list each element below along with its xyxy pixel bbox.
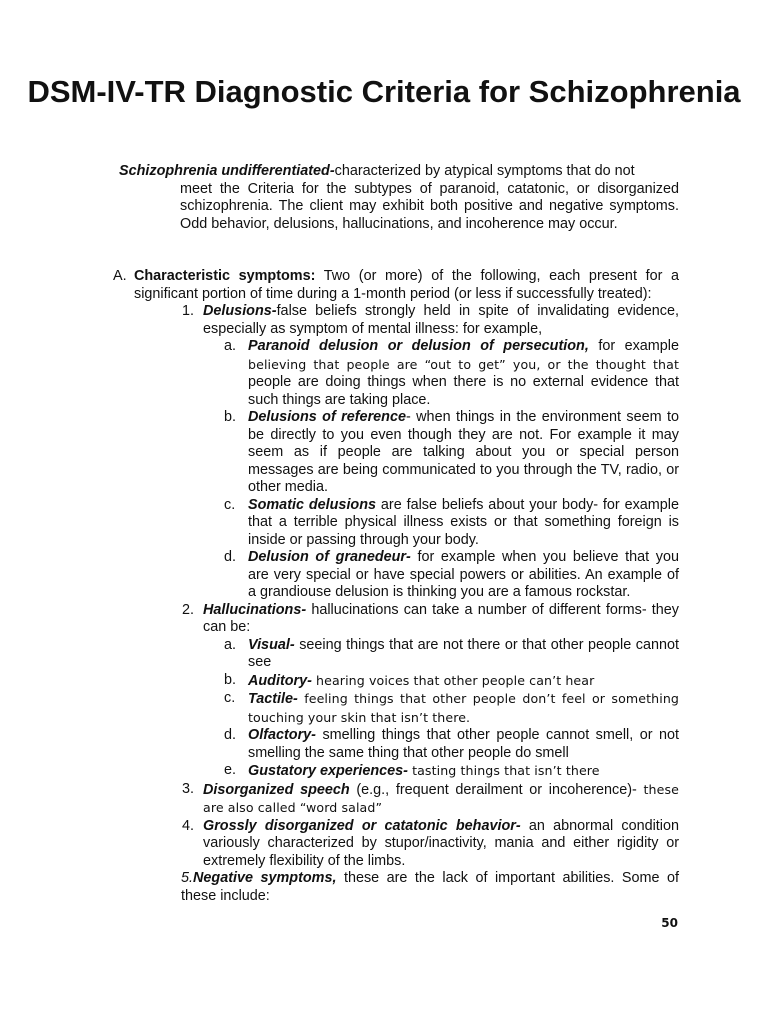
sub-item-auditory [224, 671, 679, 691]
sub-text: - when things in the environment seem to be directly to you even though they are not. For example it may seem as if people are talking about you or special person messages are being communicated to you through the TV, radio, or other media. [248, 409, 679, 495]
intro-text-rest: meet the Criteria for the subtypes of paranoid, catatonic, or disorganized schizophrenia. The client may exhibit both positive and negative symptoms. Odd behavior, delusions, hallucinations, and incoherence may occur. [180, 180, 679, 232]
sub-text: for example [588, 338, 679, 354]
intro-paragraph [119, 163, 679, 233]
sub-text-2: people are doing things when there is no external evidence that such things are taking place. [248, 374, 679, 408]
intro-term: Schizophrenia undifferentiated- [119, 163, 335, 179]
sub-text: smelling things that other people cannot smell, or not smelling the same thing that other people do smell [248, 727, 679, 761]
sub-item-gustatory [224, 762, 679, 781]
section-a-text: Two (or more) of the following, each present for a significant portion of time during a 1-month period (or less if successfully treated): [134, 268, 679, 302]
sub-term: Paranoid delusion or delusion of persecution, [248, 338, 589, 354]
item-text: hallucinations can take a number of different forms- they can be: [203, 601, 679, 635]
list-item-delusions [182, 303, 679, 602]
sub-term: Gustatory experiences- [248, 763, 408, 779]
list-marker: 4. [182, 817, 195, 834]
item-term: Negative symptoms, [193, 870, 337, 886]
sub-term: Tactile- [248, 691, 298, 707]
sub-thin-text: tasting things that isn’t there [407, 763, 600, 778]
item-term: Disorganized speech [203, 781, 350, 798]
sub-item-tactile [224, 690, 679, 727]
item-term: Delusions- [203, 303, 277, 319]
item-text: these are the lack of important abilities. Some of these include: [181, 870, 679, 904]
sub-marker: d. [224, 727, 237, 743]
sub-term: Olfactory- [248, 727, 316, 743]
sub-marker: c. [224, 496, 236, 513]
list-item-hallucinations [182, 601, 679, 781]
sub-item-somatic [224, 496, 679, 550]
sub-item-olfactory [224, 727, 679, 762]
sub-marker: a. [224, 636, 237, 653]
sub-term: Delusion of granedeur- [248, 549, 411, 565]
item-term: Grossly disorganized or catatonic behavior- [203, 817, 521, 834]
list-item-catatonic-behavior [182, 817, 679, 871]
sub-item-grandeur [224, 549, 679, 602]
item-text: false beliefs strongly held in spite of invalidating evidence, especially as symptom of mental illness: for example, [203, 303, 679, 337]
page-number: 50 [661, 916, 678, 930]
sub-term: Somatic delusions [248, 496, 377, 513]
section-a-heading-row [113, 268, 679, 303]
sub-thin-text: hearing voices that other people can’t hear [311, 672, 595, 688]
list-item-negative-symptoms [181, 870, 679, 905]
item-text: (e.g., frequent derailment or incoherence)- [349, 781, 637, 798]
section-a [113, 268, 679, 905]
sub-marker: a. [224, 338, 237, 354]
sub-text: seeing things that are not there or that other people cannot see [248, 636, 679, 670]
sub-term: Visual- [248, 636, 295, 653]
list-marker: 5. [181, 870, 194, 886]
list-marker: 3. [182, 780, 195, 797]
item-term: Hallucinations- [203, 601, 307, 618]
item-thin-text: these are also called “word salad” [203, 781, 679, 815]
sub-text: for example when you believe that you are very special or have special powers or abilities. An example of a grandiouse delusion is thinking you are a famous rockstar. [248, 549, 679, 600]
list-marker: 2. [182, 601, 195, 618]
sub-item-paranoid [224, 338, 679, 409]
sub-marker: c. [224, 690, 236, 706]
sub-marker: d. [224, 549, 237, 565]
sub-marker: b. [224, 409, 237, 425]
sub-thin-text: believing that people are “out to get” you, or the thought that [248, 356, 679, 372]
sub-term: Auditory- [248, 672, 312, 689]
sub-item-visual [224, 636, 679, 672]
section-a-marker: A. [113, 268, 127, 284]
sub-text: are false beliefs about your body- for example that a terrible physical illness exists or that something foreign is inside or passing through your body. [248, 496, 679, 548]
sub-thin-text: feeling things that other people don’t feel or something touching your skin that isn’t there. [248, 691, 679, 725]
section-a-heading: Characteristic symptoms: [134, 268, 316, 284]
sub-marker: e. [224, 762, 237, 778]
sub-term: Delusions of reference [248, 409, 406, 425]
intro-text-first: characterized by atypical symptoms that do not [334, 163, 635, 179]
page-title: DSM-IV-TR Diagnostic Criteria for Schizophrenia [27, 74, 741, 109]
list-item-disorganized-speech [182, 780, 679, 818]
item-text: an abnormal condition variously characterized by stupor/inactivity, mania and either rigidity or extremely flexibility of the limbs. [203, 817, 679, 869]
sub-item-reference [224, 409, 679, 497]
sub-marker: b. [224, 671, 237, 688]
list-marker: 1. [182, 303, 195, 319]
